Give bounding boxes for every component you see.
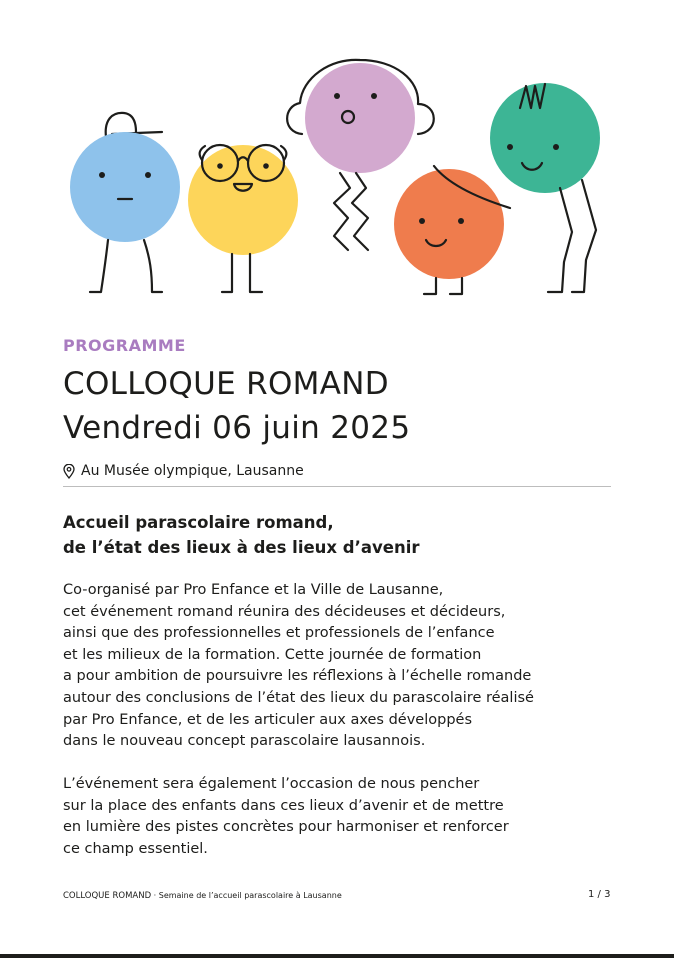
text-line: ainsi que des professionnelles et professionels de l’enfance	[63, 625, 495, 642]
footer-event-subtitle: · Semaine de l’accueil parascolaire à Lausanne	[151, 891, 342, 900]
text-line: par Pro Enfance, et de les articuler aux axes développés	[63, 711, 473, 728]
text-line: dans le nouveau concept parascolaire lausannois.	[63, 733, 426, 750]
location	[63, 463, 304, 479]
orange-character	[394, 166, 510, 294]
text-line: ce champ essentiel.	[63, 840, 208, 857]
text-line: autour des conclusions de l’état des lieux du parascolaire réalisé	[63, 689, 534, 706]
footer-event-name: COLLOQUE ROMAND	[63, 891, 152, 901]
characters-illustration	[0, 0, 674, 310]
divider	[63, 486, 611, 487]
text-line: cet événement romand réunira des décideuses et décideurs,	[63, 603, 506, 620]
page-number: 1 / 3	[588, 889, 611, 900]
blue-character	[70, 113, 180, 292]
location-pin-icon	[63, 464, 75, 479]
location-text: Au Musée olympique, Lausanne	[81, 463, 304, 479]
footer-caption	[63, 891, 342, 901]
yellow-character	[188, 145, 298, 292]
second-paragraph	[63, 774, 509, 860]
subtitle	[63, 510, 420, 560]
text-line: L’événement sera également l’occasion de nous pencher	[63, 776, 480, 792]
text-line: a pour ambition de poursuivre les réflexions à l’échelle romande	[63, 668, 532, 685]
intro-paragraph	[63, 580, 534, 753]
text-line: et les milieux de la formation. Cette journée de formation	[63, 646, 482, 663]
text-line: en lumière des pistes concrètes pour harmoniser et renforcer	[63, 819, 509, 836]
text-line: Co-organisé par Pro Enfance et la Ville de Lausanne,	[63, 582, 444, 598]
page-title	[63, 362, 410, 450]
subtitle-line-1: Accueil parascolaire romand,	[63, 513, 334, 532]
title-event: COLLOQUE ROMAND	[63, 366, 389, 402]
teal-character	[490, 83, 600, 292]
bottom-edge	[0, 954, 674, 958]
subtitle-line-2: de l’état des lieux à des lieux d’avenir	[63, 538, 420, 557]
programme-label: PROGRAMME	[63, 336, 186, 355]
title-date: Vendredi 06 juin 2025	[63, 410, 411, 446]
text-line: sur la place des enfants dans ces lieux d’avenir et de mettre	[63, 797, 504, 814]
